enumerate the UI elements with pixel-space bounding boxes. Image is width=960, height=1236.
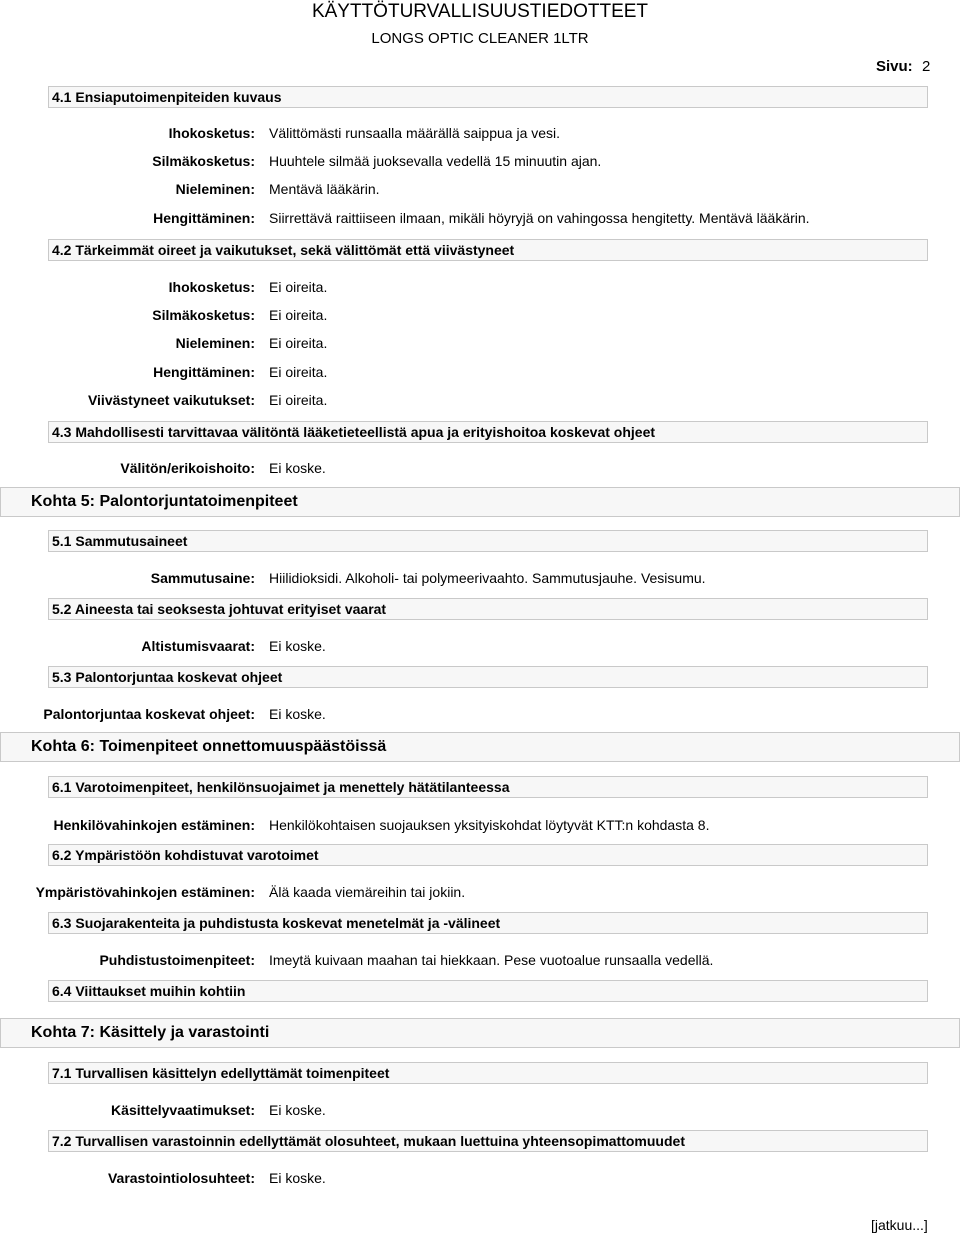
field-row bbox=[0, 179, 960, 199]
field-row bbox=[0, 950, 960, 970]
field-value: Huuhtele silmää juoksevalla vedellä 15 minuutin ajan. bbox=[269, 153, 602, 169]
subsection-6-2-header: 6.2 Ympäristöön kohdistuvat varotoimet bbox=[48, 844, 928, 866]
field-label: Henkilövahinkojen estäminen: bbox=[53, 817, 255, 833]
field-label: Ympäristövahinkojen estäminen: bbox=[35, 884, 255, 900]
product-name: LONGS OPTIC CLEANER 1LTR bbox=[371, 30, 589, 47]
field-value: Ei koske. bbox=[269, 1170, 326, 1186]
subsection-7-2-header: 7.2 Turvallisen varastoinnin edellyttämät olosuhteet, mukaan luettuina yhteensopimattomuudet bbox=[48, 1130, 928, 1152]
field-label: Nieleminen: bbox=[175, 335, 255, 351]
field-label: Hengittäminen: bbox=[153, 364, 255, 380]
field-row bbox=[0, 208, 960, 228]
field-row bbox=[0, 1100, 960, 1120]
field-label: Palontorjuntaa koskevat ohjeet: bbox=[43, 706, 255, 722]
field-label: Nieleminen: bbox=[175, 181, 255, 197]
field-label: Varastointiolosuhteet: bbox=[107, 1170, 255, 1186]
subsection-6-3-header: 6.3 Suojarakenteita ja puhdistusta koskevat menetelmät ja -välineet bbox=[48, 912, 928, 934]
subsection-6-1-header: 6.1 Varotoimenpiteet, henkilönsuojaimet ja menettely hätätilanteessa bbox=[48, 776, 928, 798]
field-row bbox=[0, 123, 960, 143]
field-label: Viivästyneet vaikutukset: bbox=[87, 392, 255, 408]
field-value: Ei oireita. bbox=[269, 307, 328, 323]
field-row bbox=[0, 704, 960, 724]
field-label: Käsittelyvaatimukset: bbox=[111, 1102, 255, 1118]
field-row bbox=[0, 815, 960, 835]
field-value: Ei oireita. bbox=[269, 279, 328, 295]
field-label: Altistumisvaarat: bbox=[141, 638, 255, 654]
field-row bbox=[0, 305, 960, 325]
field-value: Ei koske. bbox=[269, 460, 326, 476]
field-row bbox=[0, 882, 960, 902]
field-value: Ei oireita. bbox=[269, 364, 328, 380]
field-row bbox=[0, 636, 960, 656]
subsection-6-4-header: 6.4 Viittaukset muihin kohtiin bbox=[48, 980, 928, 1002]
subsection-5-1-header: 5.1 Sammutusaineet bbox=[48, 530, 928, 552]
field-value: Henkilökohtaisen suojauksen yksityiskohdat löytyvät KTT:n kohdasta 8. bbox=[269, 817, 710, 833]
field-label: Silmäkosketus: bbox=[152, 153, 255, 169]
subsection-4-3-header: 4.3 Mahdollisesti tarvittavaa välitöntä lääketieteellistä apua ja erityishoitoa koskevat ohjeet bbox=[48, 421, 928, 443]
subsection-5-2-header: 5.2 Aineesta tai seoksesta johtuvat erityiset vaarat bbox=[48, 598, 928, 620]
subsection-7-1-header: 7.1 Turvallisen käsittelyn edellyttämät toimenpiteet bbox=[48, 1062, 928, 1084]
field-row bbox=[0, 333, 960, 353]
field-row bbox=[0, 1168, 960, 1188]
subsection-4-1-header: 4.1 Ensiaputoimenpiteiden kuvaus bbox=[48, 86, 928, 108]
field-value: Ei oireita. bbox=[269, 335, 328, 351]
field-value: Hiilidioksidi. Alkoholi- tai polymeerivaahto. Sammutusjauhe. Vesisumu. bbox=[269, 570, 706, 586]
field-value: Ei koske. bbox=[269, 1102, 326, 1118]
document-title: KÄYTTÖTURVALLISUUSTIEDOTTEET bbox=[311, 1, 649, 22]
page-label: Sivu: bbox=[876, 58, 913, 75]
field-value: Ei koske. bbox=[269, 706, 326, 722]
field-row bbox=[0, 362, 960, 382]
field-value: Ei oireita. bbox=[269, 392, 328, 408]
field-label: Silmäkosketus: bbox=[152, 307, 255, 323]
field-row bbox=[0, 277, 960, 297]
field-label: Ihokosketus: bbox=[168, 125, 255, 141]
field-row bbox=[0, 568, 960, 588]
field-row bbox=[0, 151, 960, 171]
field-value: Älä kaada viemäreihin tai jokiin. bbox=[269, 884, 466, 900]
field-label: Välitön/erikoishoito: bbox=[120, 460, 255, 476]
field-label: Puhdistustoimenpiteet: bbox=[99, 952, 255, 968]
section-6-header: Kohta 6: Toimenpiteet onnettomuuspäästöissä bbox=[0, 732, 960, 762]
field-value: Siirrettävä raittiiseen ilmaan, mikäli höyryjä on vahingossa hengitetty. Mentävä lääkärin. bbox=[269, 210, 810, 226]
subsection-4-2-header: 4.2 Tärkeimmät oireet ja vaikutukset, sekä välittömät että viivästyneet bbox=[48, 239, 928, 261]
field-label: Hengittäminen: bbox=[153, 210, 255, 226]
subsection-5-3-header: 5.3 Palontorjuntaa koskevat ohjeet bbox=[48, 666, 928, 688]
page-number: 2 bbox=[922, 58, 931, 75]
field-row bbox=[0, 390, 960, 410]
field-value: Välittömästi runsaalla määrällä saippua ja vesi. bbox=[269, 125, 561, 141]
continued-marker: [jatkuu...] bbox=[871, 1217, 928, 1233]
field-value: Ei koske. bbox=[269, 638, 326, 654]
field-label: Sammutusaine: bbox=[150, 570, 255, 586]
field-value: Mentävä lääkärin. bbox=[269, 181, 380, 197]
section-5-header: Kohta 5: Palontorjuntatoimenpiteet bbox=[0, 487, 960, 517]
field-label: Ihokosketus: bbox=[168, 279, 255, 295]
section-7-header: Kohta 7: Käsittely ja varastointi bbox=[0, 1018, 960, 1048]
field-value: Imeytä kuivaan maahan tai hiekkaan. Pese vuotoalue runsaalla vedellä. bbox=[269, 952, 714, 968]
field-row bbox=[0, 458, 960, 478]
